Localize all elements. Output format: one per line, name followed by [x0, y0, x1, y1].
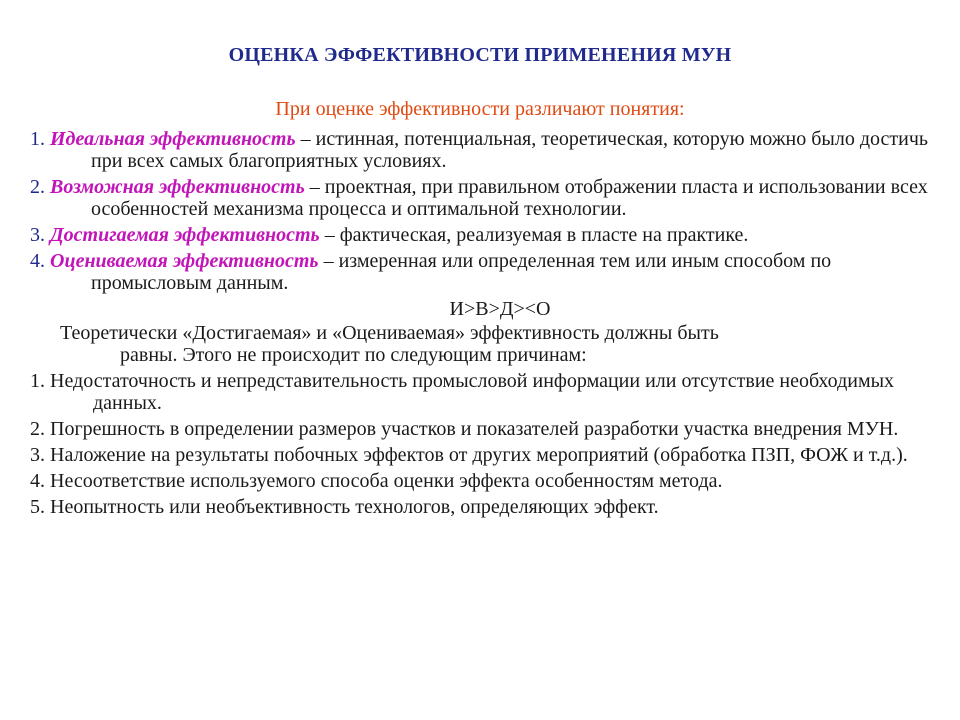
- concept-term: Идеальная эффективность: [50, 128, 296, 150]
- paragraph-line: Теоретически «Достигаемая» и «Оцениваемая» эффективность должны быть: [60, 322, 719, 344]
- formula: И>В>Д><О: [449, 298, 551, 320]
- reason-item: 1. Недостаточность и непредставительность промысловой информации или отсутствие необходимых данных.: [30, 370, 895, 414]
- slide-subtitle: При оценке эффективности различают понятия:: [275, 98, 685, 120]
- reason-item: 5. Неопытность или необъективность технологов, определяющих эффект.: [30, 496, 659, 518]
- paragraph: [30, 322, 950, 366]
- concept-term: Возможная эффективность: [50, 176, 305, 198]
- reason-item: 2. Погрешность в определении размеров участков и показателей разработки участка внедрения МУН.: [30, 418, 899, 440]
- concept-number: 4.: [30, 250, 50, 272]
- concept-item: [30, 250, 950, 294]
- concept-term: Достигаемая эффективность: [50, 224, 320, 246]
- slide-title: ОЦЕНКА ЭФФЕКТИВНОСТИ ПРИМЕНЕНИЯ МУН: [228, 44, 732, 66]
- concept-text: – фактическая, реализуемая в пласте на практике.: [319, 224, 749, 246]
- concept-number: 2.: [30, 176, 50, 198]
- concept-number: 1.: [30, 128, 50, 150]
- concept-item: [30, 224, 950, 246]
- concept-number: 3.: [30, 224, 50, 246]
- concept-text: – проектная, при правильном отображении пласта и использовании всех особенностей механизма процесса и оптимальной технологии.: [91, 176, 928, 220]
- reason-item: 3. Наложение на результаты побочных эффектов от других мероприятий (обработка ПЗП, ФОЖ и т.д.).: [30, 444, 908, 466]
- concept-term: Оцениваемая эффективность: [50, 250, 319, 272]
- concept-item: [30, 176, 950, 220]
- reason-item: 4. Несоответствие используемого способа оценки эффекта особенностям метода.: [30, 470, 723, 492]
- concept-item: [30, 128, 950, 172]
- concept-text: – измеренная или определенная тем или иным способом по промысловым данным.: [91, 250, 832, 294]
- content-body: [30, 128, 950, 522]
- paragraph-line: равны. Этого не происходит по следующим причинам:: [120, 344, 587, 366]
- concept-text: – истинная, потенциальная, теоретическая, которую можно было достичь при всех самых благоприятных условиях.: [91, 128, 929, 172]
